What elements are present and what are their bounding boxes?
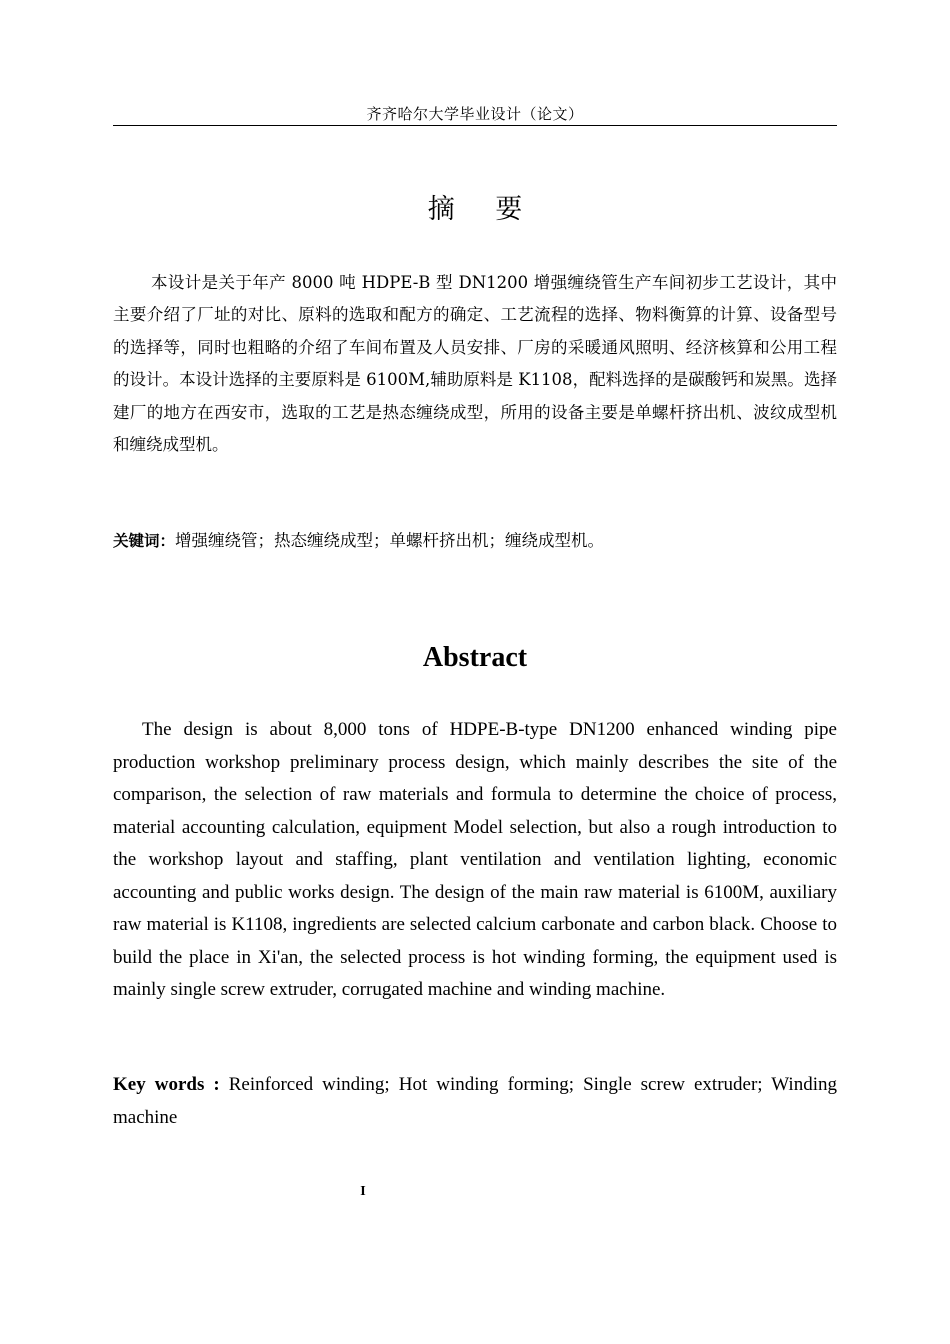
chinese-keywords-text: 增强缠绕管；热态缠绕成型；单螺杆挤出机；缠绕成型机。 <box>175 531 605 550</box>
chinese-keywords <box>113 526 837 556</box>
header-rule <box>113 125 837 126</box>
chinese-abstract-title: 摘 要 <box>427 194 539 225</box>
english-keywords <box>113 1069 837 1134</box>
english-keywords-label: Key words : <box>113 1074 220 1095</box>
chinese-abstract-body: 本设计是关于年产 8000 吨 HDPE-B 型 DN1200 增强缠绕管生产车间初步工艺设计，其中主要介绍了厂址的对比、原料的选取和配方的确定、工艺流程的选择、物料衡算的计算、设备型号的选择等，同时也粗略的介绍了车间布置及人员安排、厂房的采暖通风照明、经济核算和公用工程的设计。本设计选择的主要原料是 6100M,辅助原料是 K1108，配料选择的是碳酸钙和炭黑。选择建厂的地方在西安市，选取的工艺是热态缠绕成型，所用的设备主要是单螺杆挤出机、波纹成型机和缠绕成型机。 <box>113 273 837 455</box>
english-keywords-text: Reinforced winding; Hot winding forming; Single screw extruder; Winding machine <box>113 1074 837 1128</box>
english-abstract-body: The design is about 8,000 tons of HDPE-B-type DN1200 enhanced winding pipe production workshop preliminary process design, which mainly describes the site of the comparison, the selection of raw materials and formula to determine the choice of process, material accounting calculation, equipment Model selection, but also a rough introduction to the workshop layout and staffing, plant ventilation and ventilation lighting, economic accounting and public works design. The design of the main raw material is 6100M, auxiliary raw material is K1108, ingredients are selected calcium carbonate and carbon black. Choose to build the place in Xi'an, the selected process is hot winding forming, the equipment used is mainly single screw extruder, corrugated machine and winding machine. <box>113 719 837 1000</box>
chinese-keywords-label: 关键词： <box>113 532 176 550</box>
running-header: 齐齐哈尔大学毕业设计（论文） <box>366 105 584 123</box>
page-number: I <box>360 1184 366 1199</box>
english-abstract-title: Abstract <box>422 642 528 673</box>
